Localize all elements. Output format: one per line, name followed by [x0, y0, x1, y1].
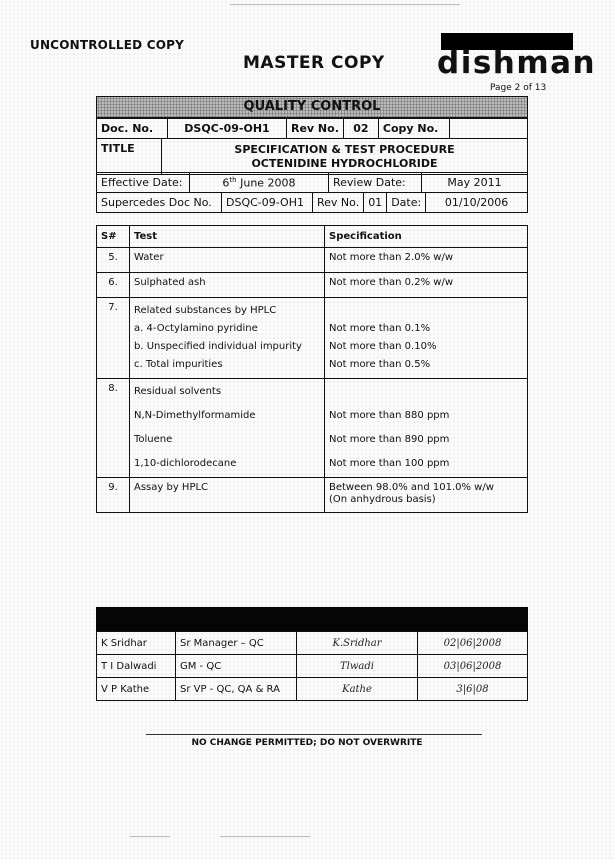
master-copy-stamp: MASTER COPY [243, 53, 385, 73]
sup-date-label: Date: [387, 193, 426, 213]
row-spec: Not more than 2.0% w/w [325, 248, 528, 273]
title-value [162, 139, 528, 175]
copy-no-label: Copy No. [378, 119, 449, 139]
scan-mark [220, 836, 310, 837]
table-row [97, 273, 528, 298]
supersedes-doc-value: DSQC-09-OH1 [222, 193, 313, 213]
row-spec [325, 298, 528, 379]
signature-table [96, 631, 528, 701]
rev-no-value: 02 [343, 119, 378, 139]
row-no: 7. [97, 298, 130, 379]
copy-no-value [449, 119, 527, 139]
sub-spec: Not more than 890 ppm [329, 434, 450, 445]
sub-spec: Not more than 0.5% [329, 359, 431, 370]
signature-row [97, 678, 528, 701]
signer-role: Sr Manager – QC [176, 632, 297, 655]
review-date-label: Review Date: [329, 173, 422, 193]
table-row [97, 478, 528, 513]
row-test: Water [130, 248, 325, 273]
signer-name: K Sridhar [97, 632, 176, 655]
sub-item: b. Unspecified individual impurity [134, 341, 302, 352]
title-row [96, 138, 528, 175]
col-spec: Specification [325, 226, 528, 248]
handwritten-signature: Tlwadi [297, 655, 418, 678]
table-row [97, 248, 528, 273]
sub-item: N,N-Dimethylformamide [134, 410, 256, 421]
row-test: Assay by HPLC [130, 478, 325, 513]
sub-item: a. 4-Octylamino pyridine [134, 323, 258, 334]
sub-item: c. Total impurities [134, 359, 223, 370]
handwritten-signature: K.Sridhar [297, 632, 418, 655]
assay-basis: (On anhydrous basis) [329, 494, 436, 505]
sub-heading: Residual solvents [134, 386, 222, 397]
effective-date-value: 6th June 2008 [190, 173, 329, 193]
signer-role: Sr VP - QC, QA & RA [176, 678, 297, 701]
company-logo: dishman [437, 45, 597, 81]
handwritten-date: 02|06|2008 [418, 632, 528, 655]
footer-notice: NO CHANGE PERMITTED; DO NOT OVERWRITE [191, 738, 423, 748]
col-sno: S# [97, 226, 130, 248]
specification-table [96, 225, 528, 513]
signer-role: GM - QC [176, 655, 297, 678]
sup-rev-value: 01 [364, 193, 387, 213]
row-test [130, 379, 325, 478]
sub-item: Toluene [134, 434, 173, 445]
doc-info-row [96, 118, 528, 139]
sub-spec: Not more than 0.10% [329, 341, 437, 352]
doc-no-label: Doc. No. [97, 119, 168, 139]
row-test: Sulphated ash [130, 273, 325, 298]
signature-header-band [96, 607, 528, 631]
handwritten-signature: Kathe [297, 678, 418, 701]
title-label: TITLE [97, 139, 162, 175]
row-no: 5. [97, 248, 130, 273]
title-line-1: SPECIFICATION & TEST PROCEDURE [234, 142, 455, 156]
signer-name: T I Dalwadi [97, 655, 176, 678]
sub-item: 1,10-dichlorodecane [134, 458, 237, 469]
sup-date-value: 01/10/2006 [426, 193, 528, 213]
row-test [130, 298, 325, 379]
handwritten-date: 3|6|08 [418, 678, 528, 701]
page-number: Page 2 of 13 [490, 83, 547, 93]
sub-spec: Not more than 0.1% [329, 323, 431, 334]
uncontrolled-copy-label: UNCONTROLLED COPY [30, 38, 184, 52]
assay-spec: Between 98.0% and 101.0% w/w [329, 482, 494, 493]
scan-mark [130, 836, 170, 837]
review-date-value: May 2011 [422, 173, 528, 193]
col-test: Test [130, 226, 325, 248]
doc-no-value: DSQC-09-OH1 [168, 119, 287, 139]
scan-mark [230, 4, 460, 5]
effective-row [96, 172, 528, 193]
rev-no-label: Rev No. [287, 119, 344, 139]
row-spec [325, 478, 528, 513]
table-row [97, 298, 528, 379]
title-line-2: OCTENIDINE HYDROCHLORIDE [251, 156, 438, 170]
sub-spec: Not more than 880 ppm [329, 410, 450, 421]
row-no: 9. [97, 478, 130, 513]
handwritten-date: 03|06|2008 [418, 655, 528, 678]
effective-date-label: Effective Date: [97, 173, 190, 193]
row-spec [325, 379, 528, 478]
row-no: 6. [97, 273, 130, 298]
row-no: 8. [97, 379, 130, 478]
table-row [97, 379, 528, 478]
footer-rule [146, 734, 482, 735]
signature-row [97, 632, 528, 655]
sup-rev-label: Rev No. [313, 193, 364, 213]
supersedes-label: Supercedes Doc No. [97, 193, 222, 213]
supersedes-row [96, 192, 528, 213]
signer-name: V P Kathe [97, 678, 176, 701]
sub-spec: Not more than 100 ppm [329, 458, 450, 469]
spec-header-row [97, 226, 528, 248]
signature-row [97, 655, 528, 678]
quality-control-banner: QUALITY CONTROL [96, 96, 528, 118]
row-spec: Not more than 0.2% w/w [325, 273, 528, 298]
sub-heading: Related substances by HPLC [134, 305, 277, 316]
